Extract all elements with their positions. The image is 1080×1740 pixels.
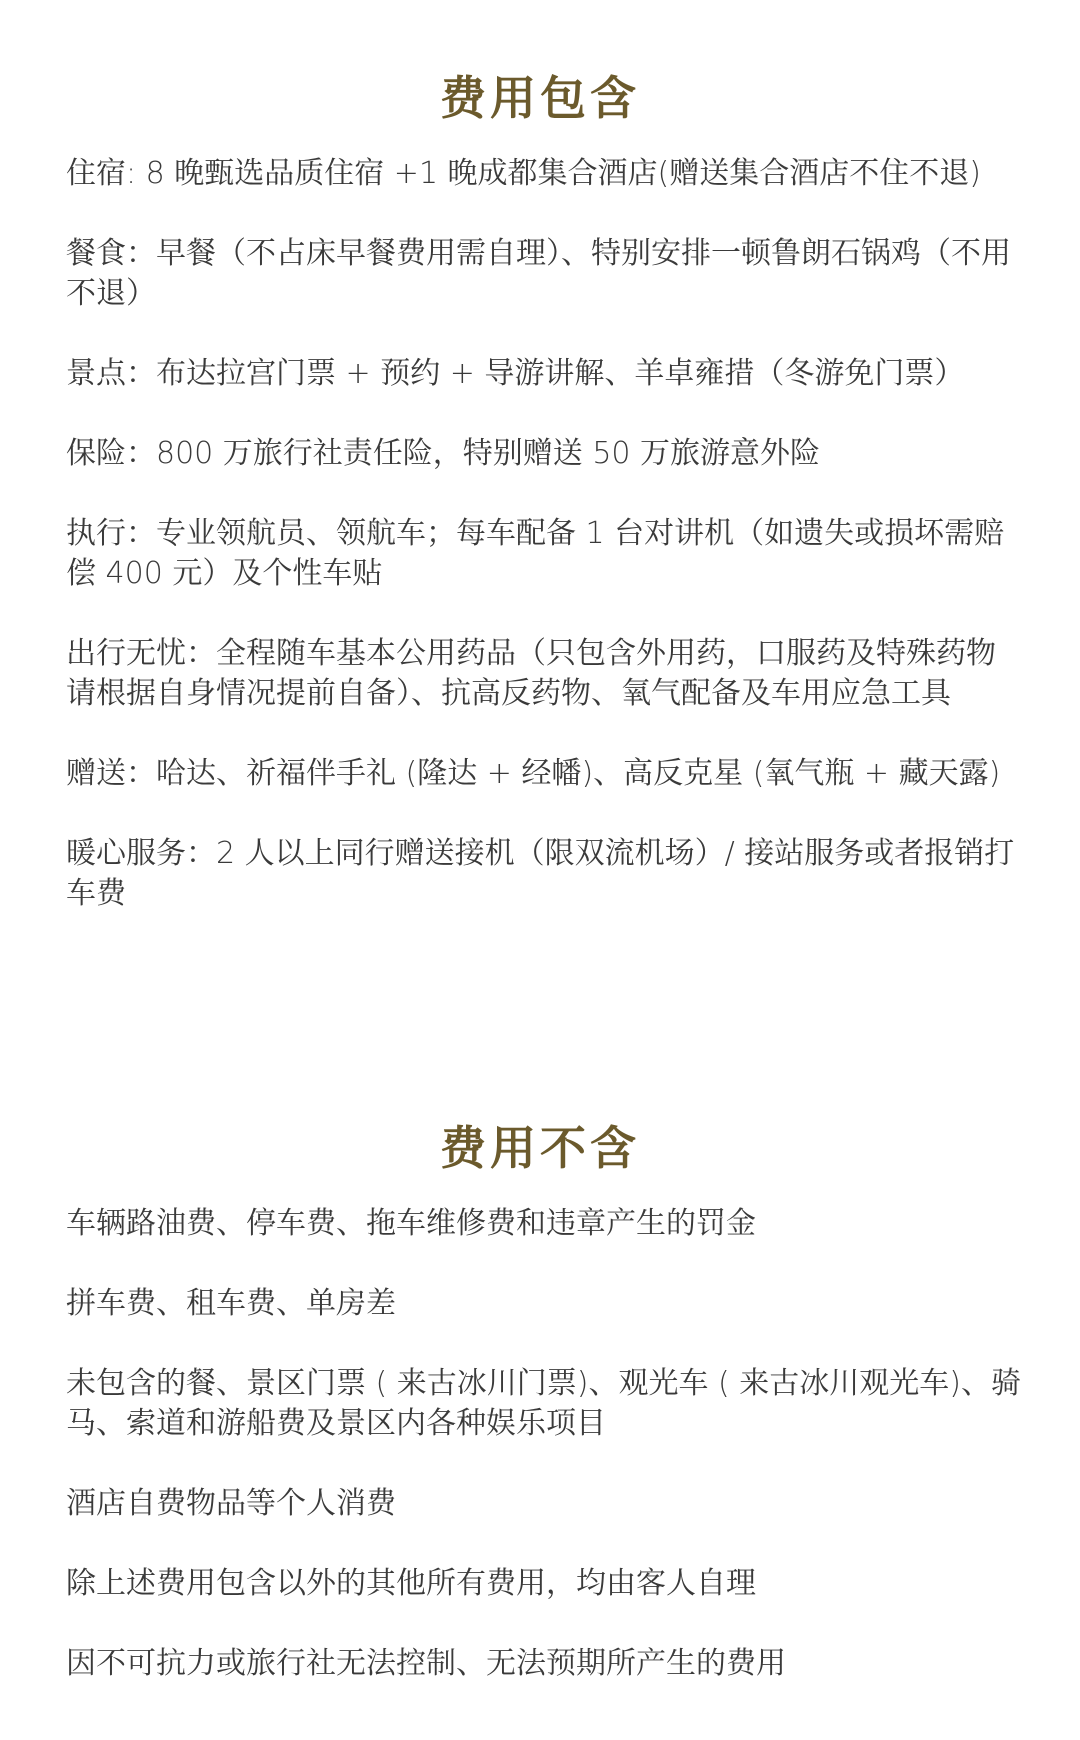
included-item-gifts: 赠送：哈达、祈福伴手礼 (隆达 + 经幡)、高反克星 (氧气瓶 + 藏天露) [66,756,1001,791]
included-item-attractions: 景点：布达拉宫门票 + 预约 + 导游讲解、羊卓雍措（冬游免门票） [66,356,965,391]
excluded-item-force-majeure: 因不可抗力或旅行社无法控制、无法预期所产生的费用 [66,1646,786,1681]
excluded-title: 费用不含 [440,1121,640,1175]
excluded-item-vehicle-costs: 车辆路油费、停车费、拖车维修费和违章产生的罚金 [66,1206,756,1241]
included-item-meals: 餐食：早餐（不占床早餐费用需自理）、特别安排一顿鲁朗石锅鸡（不用不退） [66,236,1011,311]
excluded-list [0,1204,1080,1684]
excluded-item-other-fees: 除上述费用包含以外的其他所有费用，均由客人自理 [66,1566,756,1601]
included-item-execution: 执行：专业领航员、领航车；每车配备 1 台对讲机（如遗失或损坏需赔偿 400 元）及个性车贴 [66,516,1005,591]
excluded-section [0,1118,1080,1724]
excluded-item-extra-tickets: 未包含的餐、景区门票 ( 来古冰川门票)、观光车 ( 来古冰川观光车)、骑马、索道和游船费及景区内各种娱乐项目 [66,1366,1021,1441]
included-item-warm-service: 暖心服务：2 人以上同行赠送接机（限双流机场）/ 接站服务或者报销打车费 [66,836,1015,911]
included-list [0,154,1080,914]
included-title: 费用包含 [440,71,640,125]
excluded-item-carpool-fees: 拼车费、租车费、单房差 [66,1286,396,1321]
included-section [0,68,1080,954]
included-item-travel-care: 出行无忧：全程随车基本公用药品（只包含外用药，口服药及特殊药物请根据自身情况提前自备）、抗高反药物、氧气配备及车用应急工具 [66,636,996,711]
excluded-item-personal-expenses: 酒店自费物品等个人消费 [66,1486,396,1521]
included-item-insurance: 保险：800 万旅行社责任险，特别赠送 50 万旅游意外险 [66,436,821,471]
included-item-accommodation: 住宿: 8 晚甄选品质住宿 +1 晚成都集合酒店(赠送集合酒店不住不退) [66,156,981,191]
